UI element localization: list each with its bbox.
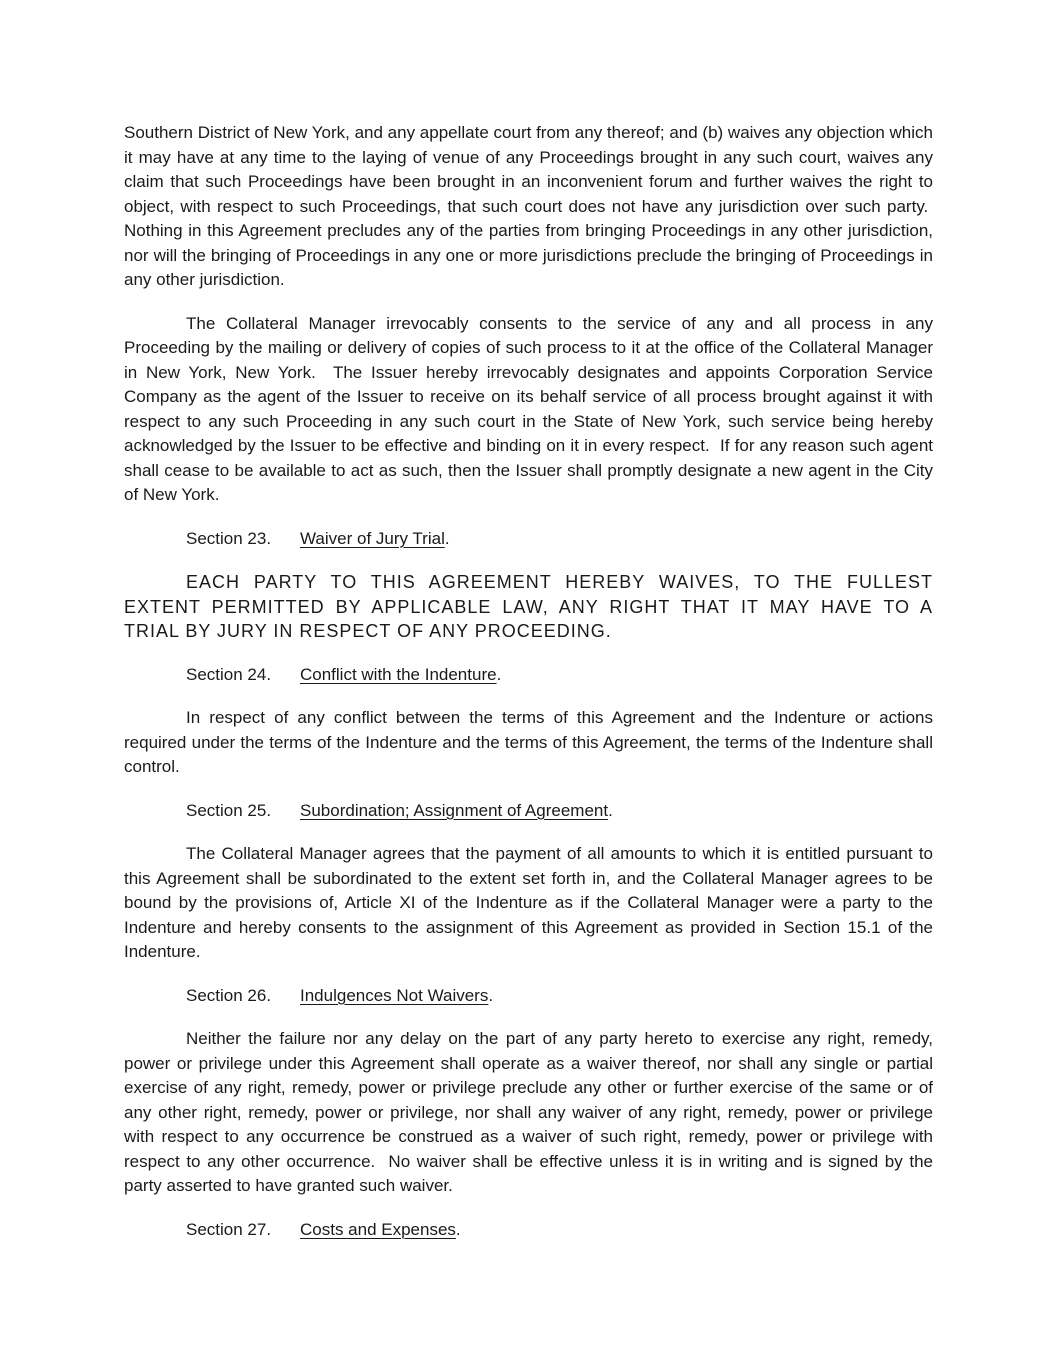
section-23-title-period: . bbox=[444, 528, 450, 548]
section-24-title-period: . bbox=[496, 664, 502, 684]
section-26-number: Section 26. bbox=[186, 985, 272, 1005]
section-27-number: Section 27. bbox=[186, 1219, 272, 1239]
body-paragraph-subordination: The Collateral Manager agrees that the payment of all amounts to which it is entitled pursuant to this Agreement shall be subordinated to the extent set forth in, and the Collateral Manager agrees to be bound by the provisions of, Article XI of the Indenture as if the Collateral Manager were a party to the Indenture and hereby consents to the assignment of this Agreement as provided in Section 15.1 of the Indenture. bbox=[124, 844, 933, 961]
body-paragraph-service-of-process: The Collateral Manager irrevocably consents to the service of any and all process in any Proceeding by the mailing or delivery of copies of such process to it at the office of the Collateral Manager in New York, New York. The Issuer hereby irrevocably designates and appoints Corporation Service Company as the agent of the Issuer to receive on its behalf service of all process brought against it with respect to any such Proceeding in any such court in the State of New York, such service being hereby acknowledged by the Issuer to be effective and binding on it in every respect. If for any reason such agent shall cease to be available to act as such, then the Issuer shall promptly designate a new agent in the City of New York. bbox=[124, 313, 933, 504]
body-paragraph-conflict-with-indenture: In respect of any conflict between the terms of this Agreement and the Indenture or actions required under the terms of the Indenture and the terms of this Agreement, the terms of the Indenture shall control. bbox=[124, 708, 933, 776]
section-25-title: Subordination; Assignment of Agreement bbox=[300, 800, 609, 820]
section-26-title-period: . bbox=[488, 985, 494, 1005]
continuation-paragraph: Southern District of New York, and any appellate court from any thereof; and (b) waives any objection which it may have at any time to the laying of venue of any Proceedings brought in any such court, waives any claim that such Proceedings have been brought in an inconvenient forum and further waives the right to object, with respect to such Proceedings, that such court does not have any jurisdiction over such party. Nothing in this Agreement precludes any of the parties from bringing Proceedings in any other jurisdiction, nor will the bringing of Proceedings in any one or more jurisdictions preclude the bringing of Proceedings in any other jurisdiction. bbox=[124, 123, 933, 289]
section-27-title-period: . bbox=[455, 1219, 461, 1239]
section-24-title: Conflict with the Indenture bbox=[300, 664, 497, 684]
section-24-heading bbox=[124, 663, 933, 688]
section-27-heading bbox=[124, 1218, 933, 1243]
page-content bbox=[124, 121, 933, 1261]
section-23-heading bbox=[124, 527, 933, 552]
section-23-number: Section 23. bbox=[186, 528, 272, 548]
section-25-heading bbox=[124, 799, 933, 824]
body-paragraph-indulgences-not-waivers: Neither the failure nor any delay on the part of any party hereto to exercise any right, remedy, power or privilege under this Agreement shall operate as a waiver thereof, nor shall any single or partial exercise of any right, remedy, power or privilege preclude any other or further exercise of the same or of any other right, remedy, power or privilege, nor shall any waiver of any right, remedy, power or privilege with respect to any occurrence be construed as a waiver of such right, remedy, power or privilege with respect to any other occurrence. No waiver shall be effective unless it is in writing and is signed by the party asserted to have granted such waiver. bbox=[124, 1029, 933, 1195]
section-25-number: Section 25. bbox=[186, 800, 272, 820]
section-23-title: Waiver of Jury Trial bbox=[300, 528, 445, 548]
section-24-number: Section 24. bbox=[186, 664, 272, 684]
section-25-title-period: . bbox=[608, 800, 613, 820]
jury-trial-waiver-paragraph: EACH PARTY TO THIS AGREEMENT HEREBY WAIVES, TO THE FULLEST EXTENT PERMITTED BY APPLICABLE LAW, ANY RIGHT THAT IT MAY HAVE TO A TRIAL BY JURY IN RESPECT OF ANY PROCEEDING. bbox=[124, 572, 933, 641]
section-26-heading bbox=[124, 984, 933, 1009]
section-27-title: Costs and Expenses bbox=[300, 1219, 456, 1239]
section-26-title: Indulgences Not Waivers bbox=[300, 985, 489, 1005]
